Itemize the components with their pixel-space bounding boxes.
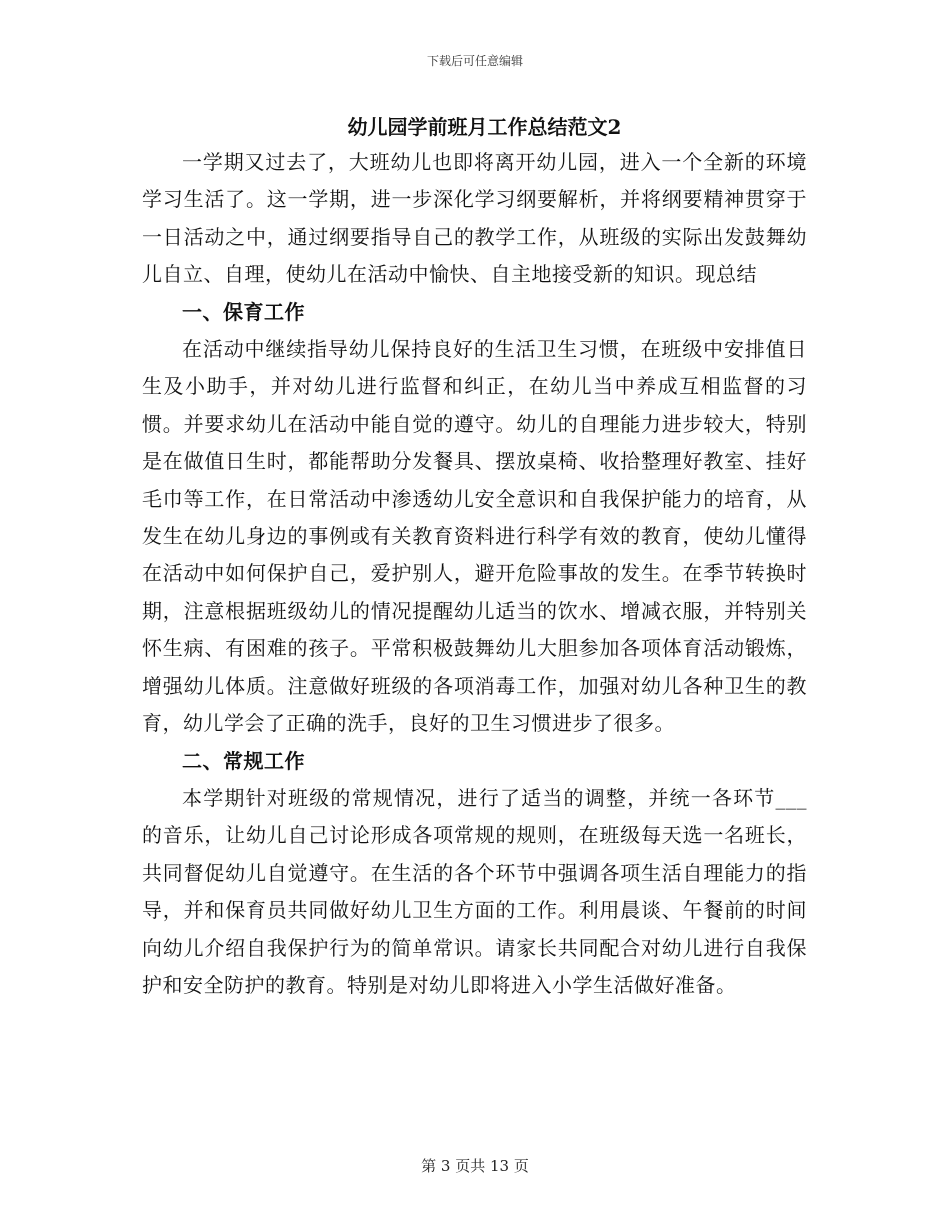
document-body (142, 110, 807, 1004)
section-heading-routine: 二、常规工作 (182, 748, 305, 773)
document-title: 幼儿园学前班月工作总结范文2 (347, 115, 622, 139)
header-note: 下载后可任意编辑 (426, 54, 523, 68)
intro-paragraph: 一学期又过去了，大班幼儿也即将离开幼儿园，进入一个全新的环境学习生活了。这一学期，进一步深化学习纲要解析，并将纲要精神贯穿于一日活动之中，通过纲要指导自己的教学工作，从班级的实际出发鼓舞幼儿自立、自理，使幼儿在活动中愉快、自主地接受新的知识。现总结 (142, 150, 807, 287)
section-body-care: 在活动中继续指导幼儿保持良好的生活卫生习惯，在班级中安排值日生及小助手，并对幼儿进行监督和纠正，在幼儿当中养成互相监督的习惯。并要求幼儿在活动中能自觉的遵守。幼儿的自理能力进步较大，特别是在做值日生时，都能帮助分发餐具、摆放桌椅、收拾整理好教室、挂好毛巾等工作，在日常活动中渗透幼儿安全意识和自我保护能力的培育，从发生在幼儿身边的事例或有关教育资料进行科学有效的教育，使幼儿懂得在活动中如何保护自己，爱护别人，避开危险事故的发生。在季节转换时期，注意根据班级幼儿的情况提醒幼儿适当的饮水、增减衣服，并特别关怀生病、有困难的孩子。平常积极鼓舞幼儿大胆参加各项体育活动锻炼，增强幼儿体质。注意做好班级的各项消毒工作，加强对幼儿各种卫生的教育，幼儿学会了正确的洗手，良好的卫生习惯进步了很多。 (142, 337, 807, 736)
page-indicator: 第 3 页共 13 页 (421, 1157, 529, 1175)
section-body-routine: 本学期针对班级的常规情况，进行了适当的调整，并统一各环节___的音乐，让幼儿自己讨论形成各项常规的规则，在班级每天选一名班长，共同督促幼儿自觉遵守。在生活的各个环节中强调各项生活自理能力的指导，并和保育员共同做好幼儿卫生方面的工作。利用晨谈、午餐前的时间向幼儿介绍自我保护行为的简单常识。请家长共同配合对幼儿进行自我保护和安全防护的教育。特别是对幼儿即将进入小学生活做好准备。 (142, 785, 807, 997)
section-heading-care: 一、保育工作 (182, 299, 305, 324)
